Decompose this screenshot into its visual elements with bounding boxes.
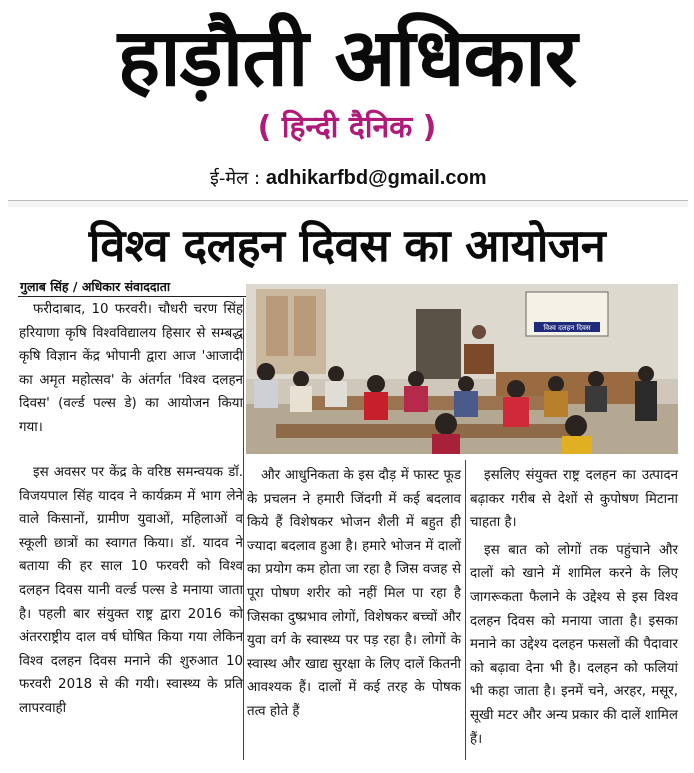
photo-banner-text: विश्व दलहन दिवस bbox=[543, 324, 591, 332]
column-1-top bbox=[19, 298, 243, 440]
email-label: ई-मेल : bbox=[210, 168, 261, 189]
byline: गुलाब सिंह / अधिकार संवाददाता bbox=[20, 279, 171, 294]
paragraph: और आधुनिकता के इस दौड़ में फास्ट फूड के प्रचलन ने हमारी जिंदगी में कई बदलाव किये हैं विशेषकर भोजन शैली में बहुत ही ज्यादा बदलाव हुआ है। हमारे भोजन में दालों का प्रयोग कम होता जा रहा है जिस वजह से पूरा पोषण शरीर को नहीं मिल पा रहा है जिसका दुष्प्रभाव लोगों, विशेषकर बच्चों और युवा वर्ग के स्वास्थ्य पर पड़ रहा है। लोगों के स्वास्थ और खाद्य सुरक्षा के लिए दालें कितनी आवश्यक हैं। दालों में कई तरह के पोषक तत्व होते हैं bbox=[247, 468, 461, 719]
paragraph: इसलिए संयुक्त राष्ट्र दलहन का उत्पादन बढ़ाकर गरीब से देशों से कुपोषण मिटाना चाहता है। bbox=[470, 468, 678, 531]
paragraph: इस अवसर पर केंद्र के वरिष्ठ समन्वयक डॉ. विजयपाल सिंह यादव ने कार्यक्रम में भाग लेने वाले किसानों, ग्रामीण युवाओं, महिलाओं व स्कूली छात्रों का स्वागत किया। डॉ. यादव ने बताया की हर साल 10 फरवरी को विश्व दलहन दिवस यानी वर्ल्ड पल्स डे मनाया जाता है। पहली बार संयुक्त राष्ट्र द्वारा 2016 को अंतरराष्ट्रीय दाल वर्ष घोषित किया गया लेकिन विश्व दलहन दिवस मनाने की शुरुआत 10 फरवरी 2018 से की गयी। स्वास्थ्य के प्रति लापरवाही bbox=[19, 465, 243, 716]
newspaper-subtitle: ( हिन्दी दैनिक ) bbox=[257, 110, 437, 145]
paragraph: इस बात को लोगों तक पहुंचाने और दालों को खाने में शामिल करने के लिए जागरूकता फैलाने के उद्देश्य से इस विश्व दलहन दिवस को मनाया जाता है। इसका मनाने का उद्देश्य दलहन फसलों की पैदावार को बढ़ावा देना भी है। दलहन को फलियां भी कहा जाता है। इनमें चने, अरहर, मसूर, सूखी मटर और अन्य प्रकार की दालें शामिल हैं। bbox=[470, 542, 679, 747]
event-photo bbox=[246, 284, 678, 454]
clipping-edge bbox=[8, 200, 688, 207]
column-2 bbox=[247, 464, 461, 724]
event-photo-illustration bbox=[246, 284, 678, 454]
column-1-bottom bbox=[19, 461, 243, 721]
column-divider bbox=[465, 460, 466, 760]
article-headline: विश्व दलहन दिवस का आयोजन bbox=[88, 219, 606, 272]
column-3 bbox=[470, 464, 678, 751]
newspaper-title: हाड़ौती अधिकार bbox=[117, 11, 577, 104]
masthead bbox=[0, 0, 694, 200]
byline-rule bbox=[18, 296, 246, 297]
email-address: adhikarfbd@gmail.com bbox=[265, 167, 487, 189]
paragraph: फरीदाबाद, 10 फरवरी। चौधरी चरण सिंह हरियाणा कृषि विश्वविद्यालय हिसार से सम्बद्ध कृषि विज्ञान केंद्र भोपानी द्वारा आज 'आजादी का अमृत महोत्सव' के अंतर्गत 'विश्व दलहन दिवस' (वर्ल्ड पल्स डे) का आयोजन किया गया। bbox=[19, 302, 243, 435]
email-line bbox=[210, 166, 486, 191]
column-divider bbox=[243, 298, 244, 760]
